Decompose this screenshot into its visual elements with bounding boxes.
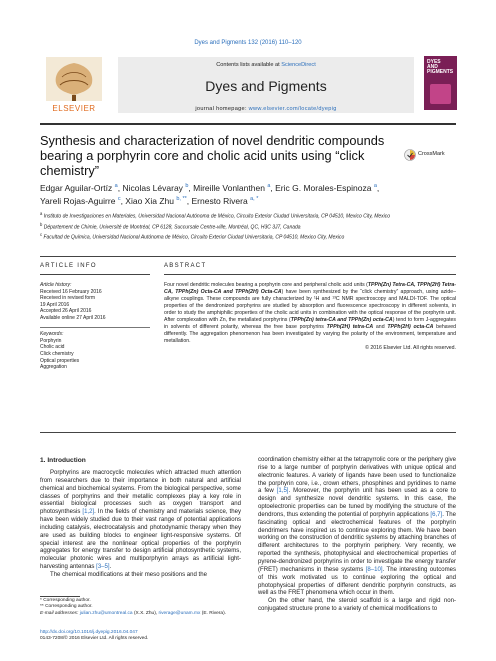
author-affil-mark[interactable]: a, * [250,195,259,202]
author-affil-mark[interactable]: a [267,183,271,189]
doi-link[interactable]: http://dx.doi.org/10.1016/j.dyepig.2016.04.047 [40,630,138,635]
cover-title-line-2: AND [427,64,438,70]
paragraph-text: . [109,564,112,571]
article-info [40,282,150,371]
history-item: Accepted 26 April 2016 [40,308,92,315]
affiliation [40,221,456,232]
issn-line: 0143-7208/© 2016 Elsevier Ltd. All rights reserved. [40,636,149,642]
citation-link[interactable]: [1,5] [276,488,289,495]
footnote-rule [40,596,80,597]
keyword: Porphyrin [40,337,62,344]
author-name[interactable]: Eric G. Morales-Espinoza [275,182,372,193]
author-line-1: Edgar Aguilar-Ortíz $^a$, Nicolas Lévaray $^b$, Mireille Vonlanthen $^a$, Eric G. Morales-Espinoza $^a$, [40,182,380,193]
author-name[interactable]: Ernesto Rivera [191,195,248,206]
citation-link[interactable]: [3–5] [96,564,110,571]
author-affil-mark[interactable]: b, ** [176,195,187,202]
history-item: Received in revised form [40,295,96,302]
paragraph-text: Porphyrins are macrocyclic molecules which attracted much attention from researchers due to their importance in both natural and artificial chemical and biochemical systems. From the biological perspective, some classes of porphyrins and their metallic complexes play a key role in essential biological processes such as oxygen transport and photosynthesis [40,470,241,516]
affiliation-text: Instituto de Investigaciones en Materiales, Universidad Nacional Autónoma de México, Circuito Exterior Ciudad Universitaria, CP 04510, Mexico City, Mexico [43,213,391,220]
compound-name: TPPh(2H) octa-CA [387,323,434,330]
contents-line [118,62,414,68]
contents-prefix: Contents lists available at [216,62,282,68]
section-heading-introduction: 1. Introduction [40,457,86,464]
journal-citation[interactable]: Dyes and Pigments 132 (2016) 110–120 [194,40,302,46]
homepage-prefix: journal homepage: [195,106,249,112]
citation-link[interactable]: [6,7] [430,511,443,518]
paragraph-text: . The interesting outcomes of this work motivated us to continue exploring the optical and photophysical properties of different dendritic porphyrin constructs, as well as the FRET phenomena which occur in them. [258,566,457,597]
author-affil-mark[interactable]: b [185,183,189,189]
author-line-2: Yareli Rojas-Aguirre $^c$, Xiao Xia Zhu $^{b, **}$, Ernesto Rivera $^{a, *}$ [40,195,259,206]
abstract-text: ) have been synthesized by the “click chemistry” approach, using azide–alkyne couplings. These compounds are fully characterized by ¹H and ¹³C NMR spectroscopy and MALDI-TOF. The optical properties of the dendronized porphyrins are studied by absorption and fluorescence spectroscopy in different solvents, in order to study the amphiphilic properties of the cholic acid units in combination with the optical response of the porphyrin unit. After complexation with Zn, the metallated porphyrins ( [164,288,456,323]
cover-title-line-1: DYES [427,59,441,65]
history-item: Received 16 February 2016 [40,288,102,295]
header-rule [40,123,456,125]
crossmark-icon [404,149,416,161]
email-link[interactable]: riverage@unam.mx [158,610,201,616]
article-info-rule [40,274,150,275]
author-affil-mark[interactable]: a [114,183,118,189]
journal-cover[interactable] [424,56,457,110]
history-item: 19 April 2016 [40,301,70,308]
compound-names: TPPh(Zn) Tetra-CA, TPPh(2H) Tetra-CA, TPPh(Zn) Octa-CA and TPPh(2H) Octa-CA [164,282,456,295]
author-name[interactable]: Mireille Vonlanthen [193,182,265,193]
affiliation-rule [40,256,456,257]
abstract-body [164,282,456,352]
cover-artwork [430,84,451,104]
affiliation [40,210,456,221]
author-affil-mark[interactable]: c [117,195,121,202]
footnote: * Corresponding author. [40,598,91,603]
email-owner: (E. Rivera). [200,610,226,616]
author-affil-mark[interactable]: a [373,183,377,189]
abstract-text: behaved differently. The aggregation phenomenon has been investigated by varying the polarity of the environment, temperature and metallation. [164,323,457,344]
publisher-name: ELSEVIER [52,104,96,113]
paragraph: The chemical modifications at their meso positions and the [50,571,207,578]
history-item: Available online 27 April 2016 [40,314,106,321]
body-column-right [258,457,456,614]
paragraph-text: . Moreover, the porphyrin unit has been used as a core to design and synthesize novel dendritic systems. In this case, the optoelectronic properties can be tuned by modifying the structure of the dendrons, thus extending the potential of porphyrin applications [258,488,456,518]
keyword: Click chemistry [40,350,74,357]
footnotes [40,598,241,617]
affiliation-mark: a [40,211,43,216]
keywords-label: Keywords: [40,331,64,338]
sciencedirect-link[interactable]: ScienceDirect [281,62,316,68]
author-name[interactable]: Nicolas Lévaray [122,182,183,193]
author-name[interactable]: Yareli Rojas-Aguirre [40,195,116,206]
abstract-text: and [373,323,388,330]
affiliation [40,231,456,242]
abstract-rule [164,274,456,275]
journal-name: Dyes and Pigments [205,78,327,94]
history-label: Article history: [40,282,72,288]
body-column-left [40,470,241,580]
citation-link[interactable]: [8–10] [365,566,383,573]
footnote: ** Corresponding author. [40,604,93,610]
keyword: Optical properties [40,357,80,364]
email-label: E-mail addresses: [40,610,80,616]
homepage-link[interactable]: www.elsevier.com/locate/dyepig [248,106,337,112]
citation-link[interactable]: [1,2] [82,509,95,516]
abstract-text: Four novel dendritic molecules bearing a porphyrin core and peripheral cholic acid units ( [164,282,368,288]
keyword: Cholic acid [40,344,65,351]
abstract-text: ) tend to form J-aggregates in solvents of different polarity, whereas the free base porphyrins [164,316,456,330]
journal-header [118,57,414,113]
crossmark-label: CrossMark [418,151,445,157]
author-name[interactable]: Edgar Aguilar-Ortíz [40,182,113,193]
paragraph-text: . The fascinating optical and electrochemical features of the porphyrin dendrimers have inspired us to continue exploring them. We have been working on the construction of dendritic systems by attaching branches of different architectures to the porphyrin periphery. Very recently, we reported the synthesis, photophysical and electrochemical properties of pyrene-dendronized porphyrins in order to investigate the energy transfer (FRET) mechanisms in these systems [258,511,456,573]
affiliation-text: Département de Chimie, Université de Montréal, CP 6128, Succursale Centre-ville, Montréal, QC, H3C 3J7, Canada [43,224,301,231]
affiliation-list [40,210,456,242]
journal-homepage [118,106,414,112]
paragraph-text: . In the fields of chemistry and materials science, they have been widely studied due to their vast range of potential applications including catalysis, electrocatalysis and photodynamic therapy when they are used as building blocks to engineer light-responsive systems. Of special interest are the nonlinear optical properties of the porphyrin aggregates for energy transfer to design artificial photosynthetic systems, molecular photonic wires and multiporphyrin arrays as artificial light-harvesting antennas [40,509,241,571]
paragraph [40,470,241,572]
affiliation-text: Facultad de Química, Universidad Nacional Autónoma de México, Circuito Exterior Ciudad Universitaria, CP 04510, Mexico City, Mexico [43,234,345,241]
email-link[interactable]: julian.zhu@umontreal.ca [79,610,133,616]
author-list [40,181,456,207]
compound-name: TPPh(2H) tetra-CA [326,323,374,330]
elsevier-logo[interactable] [40,55,108,115]
abstract-heading: ABSTRACT [164,263,207,269]
author-name[interactable]: Xiao Xia Zhu [125,195,174,206]
compound-names: TPPh(Zn) tetra-CA and TPPh(Zn) octa-CA [290,316,393,323]
paragraph-text: coordination chemistry either at the tetrapyrrolic core or the periphery give rise to a large number of porphyrin derivatives with unique optical and electronic features. A variety of ligands have been used to functionalize the porphyrin core, i.e., crown ethers, phosphines and pyridines to name a few [258,457,456,495]
article-title: Synthesis and characterization of novel dendritic compounds bearing a porphyrin core and cholic acid units using “click chemistry” [40,133,385,178]
article-info-heading: ARTICLE INFO [40,263,97,269]
cover-title-line-3: PIGMENTS [427,69,454,75]
email-footnote [40,611,241,617]
email-owner: (X.X. Zhu), [132,610,159,616]
abstract-bottom-rule [40,432,456,433]
affiliation-mark: c [40,232,43,238]
keyword: Aggregation [40,364,67,371]
paragraph [258,457,456,598]
affiliation-mark: b [40,221,43,227]
abstract-copyright: © 2016 Elsevier Ltd. All rights reserved. [365,344,456,351]
page-footer [40,630,241,643]
paragraph: On the other hand, the steroid scaffold is a large and rigid non-conjugated structure prone to a variety of chemical modifications to [258,598,456,613]
info-divider [40,327,150,328]
crossmark-badge[interactable] [404,148,456,162]
